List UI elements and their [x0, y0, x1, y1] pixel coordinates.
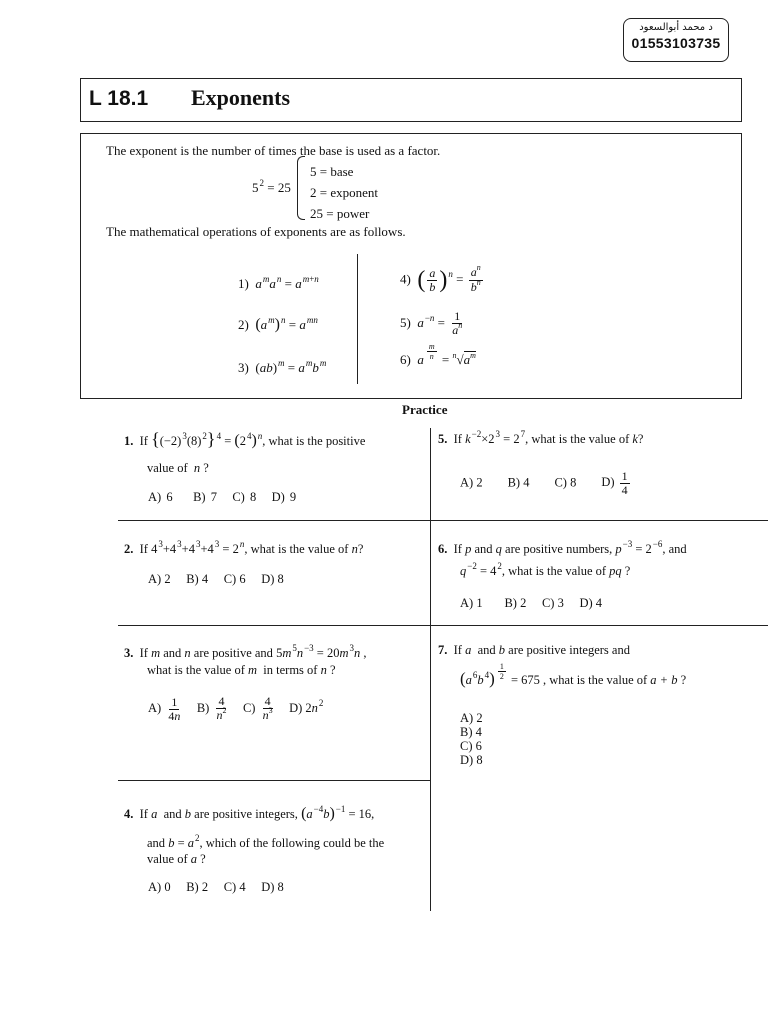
choice-a[interactable]: A) 6: [148, 490, 173, 504]
choice-d[interactable]: D) 8: [261, 572, 284, 586]
page-title: Exponents: [191, 85, 291, 110]
title-bar: [80, 78, 742, 122]
row-divider-3: [118, 780, 430, 781]
choice-b[interactable]: B) 2: [504, 596, 527, 610]
choice-c[interactable]: C) 6: [460, 739, 482, 753]
choice-c[interactable]: C) 4: [223, 880, 246, 894]
choice-c[interactable]: C) 6: [223, 572, 246, 586]
choice-b[interactable]: B) $\frac{4}{n^2}$: [196, 694, 227, 722]
question-1-choices: [148, 490, 296, 505]
question-6-choices: [460, 596, 602, 611]
contact-box: [623, 18, 729, 62]
question-5: 5. If $k^{-2}\times 2^3 = 2^7$, what is the value of k?: [438, 429, 644, 446]
choice-c[interactable]: C) $\frac{4}{n^3}$: [242, 694, 273, 722]
example-item-power: 25 = power: [310, 206, 370, 221]
row-divider-2: [118, 625, 768, 626]
phone-number: 01553103735: [631, 35, 721, 51]
question-4-line2: and $b = a^2$, which of the following could be the: [147, 833, 385, 850]
question-3-choices: [148, 695, 323, 723]
choice-a[interactable]: A) 0: [148, 880, 171, 894]
question-4-line3: value of a ?: [147, 852, 206, 866]
choice-d[interactable]: D) 8: [460, 753, 483, 767]
definition-text: The exponent is the number of times the base is used as a factor.: [106, 143, 441, 158]
rules-divider: [357, 254, 358, 384]
choice-d[interactable]: D) 8: [261, 880, 284, 894]
rule-5: 5) $a^{-n}$ = $\frac{1}{a^n}$: [400, 309, 463, 337]
question-3: 3. If m and n are positive and $5m^5n^{-3} = 20m^3n$ ,: [124, 643, 367, 660]
question-4: 4. If a and b are positive integers, $(a^{-4}b)^{-1} = 16$,: [124, 804, 375, 822]
rule-6: 6) a $^{\frac{m}{n}}$ = $^n√a^m$: [400, 342, 476, 367]
question-2: 2. If $4^3+4^3+4^3+4^3 = 2^n$, what is the value of n?: [124, 539, 364, 556]
example-brace: [297, 156, 305, 220]
choice-c[interactable]: C) 8: [554, 475, 577, 490]
choice-d[interactable]: D) $\frac{1}{4}$: [601, 469, 628, 497]
lesson-number: L 18.1: [89, 87, 149, 110]
choice-c[interactable]: C) 3: [541, 596, 564, 610]
question-3-line2: what is the value of m in terms of n ?: [147, 663, 336, 677]
choice-a[interactable]: A) 1: [460, 596, 483, 610]
rule-4: 4) ( $\frac{a}{b}$ )$^n$ = $\frac{a^n}{b^n}$: [400, 263, 481, 294]
choice-d[interactable]: D) $2n^2$: [289, 697, 324, 715]
example-item-base: 5 = base: [310, 164, 354, 179]
choice-a[interactable]: A) $\frac{1}{4n}$: [148, 694, 181, 723]
column-divider: [430, 428, 431, 911]
operations-intro: The mathematical operations of exponents are as follows.: [106, 224, 406, 239]
rule-3: 3) $(ab)^m = a^mb^m$: [238, 358, 327, 375]
question-7: 7. If a and b are positive integers and: [438, 643, 630, 657]
question-1-line2: value of n ?: [147, 461, 209, 475]
author-name: د محمد أبوالسعود: [639, 22, 713, 33]
question-6: 6. If p and q are positive numbers, $p^{-3} = 2^{-6}$, and: [438, 539, 687, 556]
rule-2: 2) $(a^m)^n = a^{mn}$: [238, 315, 318, 333]
choice-c[interactable]: C) 8: [232, 490, 257, 504]
question-7-choices: [460, 711, 483, 767]
practice-heading: Practice: [402, 402, 448, 417]
question-5-choices: [460, 470, 632, 497]
choice-b[interactable]: B) 4: [507, 475, 530, 490]
question-4-choices: [148, 880, 284, 895]
row-divider-1: [118, 520, 768, 521]
choice-d[interactable]: D) 9: [271, 490, 297, 504]
question-7-line2: $(a^6b^4)$ $^{\frac{1}{2}}$ = 675 , what is the value of a + b ?: [460, 662, 687, 688]
choice-a[interactable]: A) 2: [148, 572, 171, 586]
example-list: [310, 161, 378, 224]
rule-1: 1) $a^ma^n = a^{m+n}$: [238, 274, 319, 291]
question-6-line2: $q^{-2} = 4^2$, what is the value of pq ?: [460, 561, 631, 578]
question-2-choices: [148, 572, 284, 587]
example-item-exponent: 2 = exponent: [310, 185, 378, 200]
choice-b[interactable]: B) 2: [186, 880, 209, 894]
choice-b[interactable]: B) 4: [186, 572, 209, 586]
example-expression: $5^2 = 25$: [252, 178, 291, 195]
choice-b[interactable]: B) 4: [460, 725, 482, 739]
question-1: 1. If $\{(-2)^3(8)^2\}^4 = (2^4)^n$, what is the positive: [124, 429, 366, 449]
choice-a[interactable]: A) 2: [460, 711, 483, 725]
choice-b[interactable]: B) 7: [193, 490, 217, 504]
choice-d[interactable]: D) 4: [579, 596, 603, 610]
choice-a[interactable]: A) 2: [460, 475, 483, 490]
